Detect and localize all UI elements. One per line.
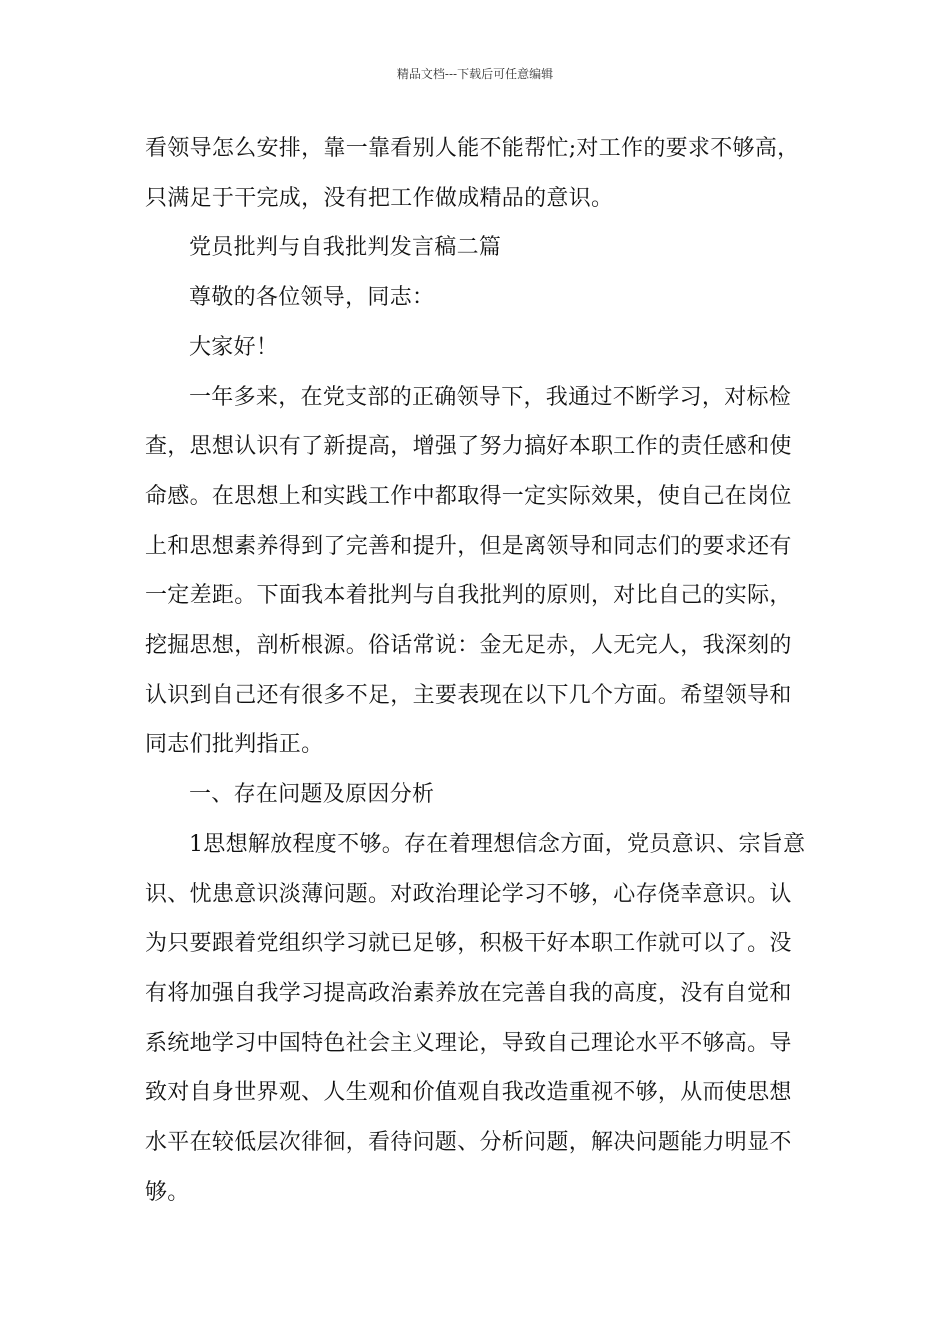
intro-paragraph: 一年多来，在党支部的正确领导下，我通过不断学习，对标检查，思想认识有了新提高，增强了努力搞好本职工作的责任感和使命感。在思想上和实践工作中都取得一定实际效果，使自己在岗位上和思想素养得到了完善和提升，但是离领导和同志们的要求还有一定差距。下面我本着批判与自我批判的原则，对比自己的实际，挖掘思想，剖析根源。俗话常说：金无足赤，人无完人，我深刻的认识到自己还有很多不足，主要表现在以下几个方面。希望领导和同志们批判指正。 <box>145 384 792 758</box>
point-paragraph: 1思想解放程度不够。存在着理想信念方面，党员意识、宗旨意识、忧患意识淡薄问题。对政治理论学习不够，心存侥幸意识。认为只要跟着党组织学习就已足够，积极干好本职工作就可以了。没有将加强自我学习提高政治素养放在完善自我的高度，没有自觉和系统地学习中国特色社会主义理论，导致自己理论水平不够高。导致对自身世界观、人生观和价值观自我改造重视不够，从而使思想水平在较低层次徘徊，看待问题、分析问题，解决问题能力明显不够。 <box>145 831 806 1205</box>
section-heading: 一、存在问题及原因分析 <box>189 782 435 808</box>
document-body <box>145 124 809 1217</box>
document-title: 党员批判与自我批判发言稿二篇 <box>189 235 502 261</box>
salutation: 尊敬的各位领导，同志： <box>189 285 435 311</box>
page-header: 精品文档---下载后可任意编辑 <box>396 67 554 81</box>
greeting: 大家好！ <box>189 334 279 360</box>
paragraph-continuation: 看领导怎么安排，靠一靠看别人能不能帮忙;对工作的要求不够高，只满足于干完成，没有把工作做成精品的意识。 <box>145 136 800 211</box>
